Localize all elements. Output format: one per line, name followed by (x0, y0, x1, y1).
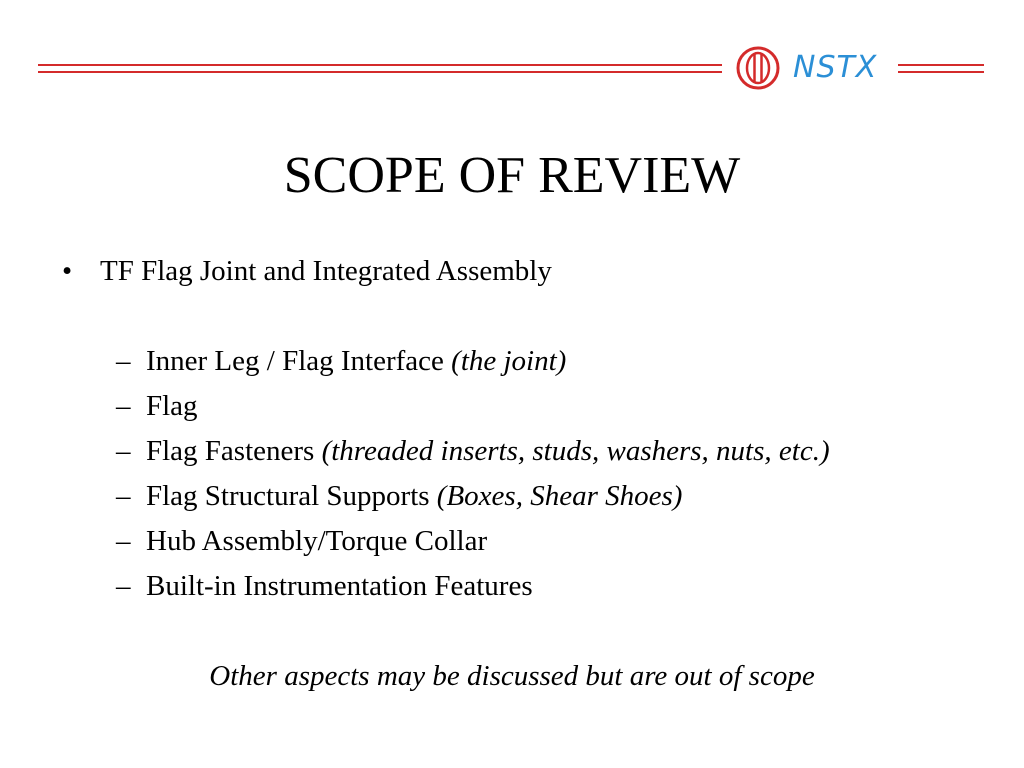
dash-marker: – (116, 390, 131, 422)
sub-item-text: Built-in Instrumentation Features (146, 570, 533, 602)
logo-text: NSTX (793, 50, 878, 85)
main-bullet-text: TF Flag Joint and Integrated Assembly (100, 255, 552, 287)
list-item (116, 433, 830, 469)
list-item (116, 523, 487, 559)
header-line-right-top (898, 64, 984, 66)
slide-title: SCOPE OF REVIEW (283, 147, 741, 204)
nstx-logo-icon (735, 45, 781, 91)
dash-marker: – (116, 480, 131, 512)
dash-marker: – (116, 525, 131, 557)
sub-item-text: Flag (146, 390, 198, 422)
main-bullet (62, 253, 552, 289)
dash-marker: – (116, 435, 131, 467)
dash-marker: – (116, 570, 131, 602)
bullet-marker: • (62, 255, 73, 287)
list-item (116, 388, 198, 424)
dash-marker: – (116, 345, 131, 377)
sub-item-text: Flag Fasteners (146, 435, 322, 467)
header-line-right-bottom (898, 71, 984, 73)
sub-item-note: (the joint) (451, 345, 567, 377)
list-item (116, 568, 533, 604)
scope-footnote: Other aspects may be discussed but are out of scope (209, 660, 815, 692)
sub-item-text: Flag Structural Supports (146, 480, 437, 512)
sub-item-text: Hub Assembly/Torque Collar (146, 525, 488, 557)
sub-item-note: (Boxes, Shear Shoes) (436, 480, 683, 512)
list-item (116, 478, 682, 514)
list-item (116, 343, 566, 379)
header-line-left-top (38, 64, 722, 66)
sub-item-text: Inner Leg / Flag Interface (146, 345, 452, 377)
header-line-left-bottom (38, 71, 722, 73)
sub-item-note: (threaded inserts, studs, washers, nuts, etc.) (321, 435, 830, 467)
